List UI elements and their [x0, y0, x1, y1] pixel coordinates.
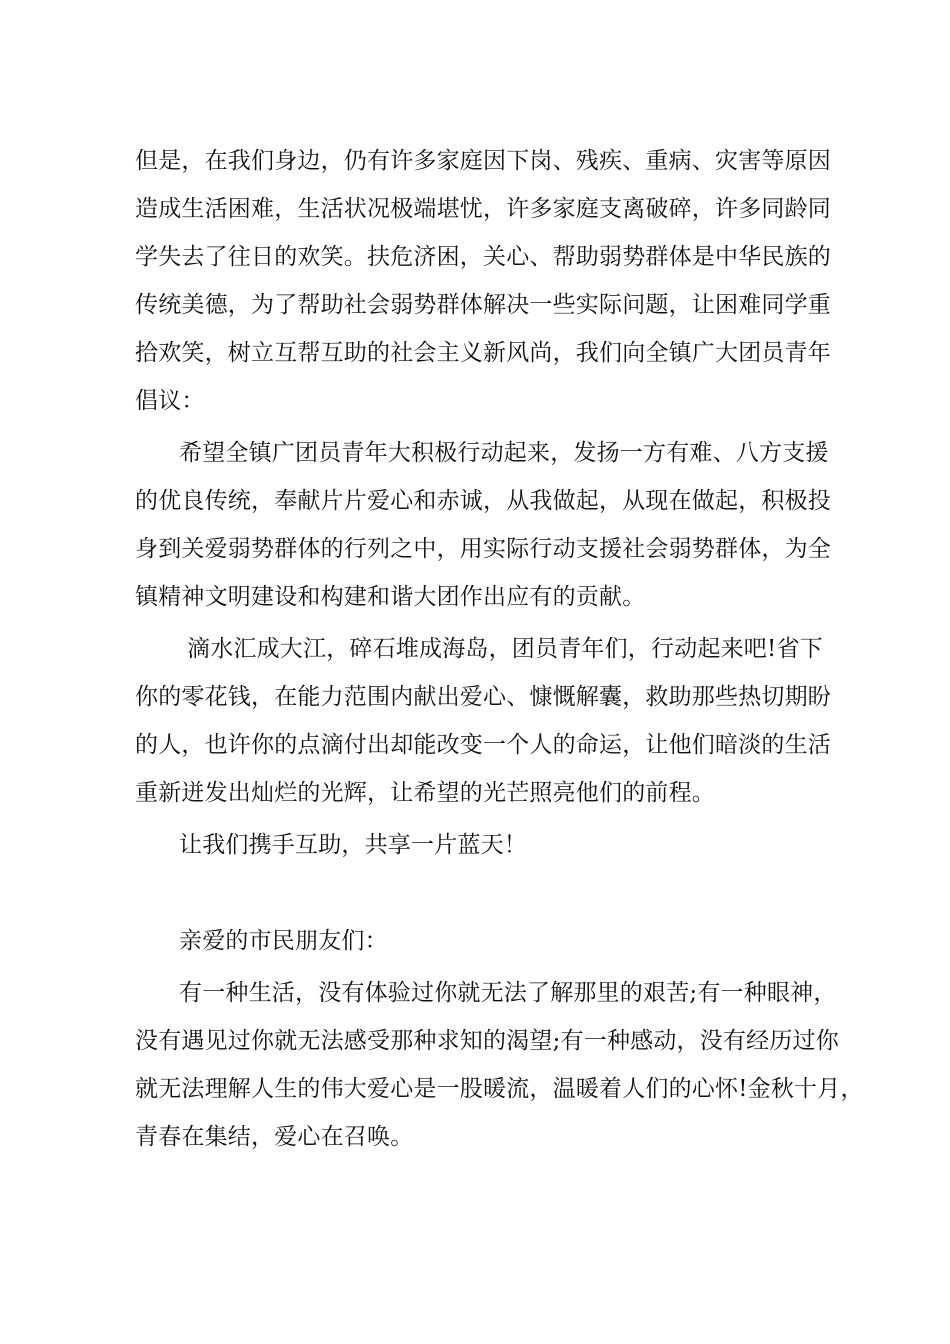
text-line: 有一种生活，没有体验过你就无法了解那里的艰苦;有一种眼神， [179, 980, 837, 1006]
text-line: 你的零花钱，在能力范围内献出爱心、慷慨解囊，救助那些热切期盼 [135, 684, 831, 710]
text-line: 重新迸发出灿烂的光辉，让希望的光芒照亮他们的前程。 [135, 780, 715, 806]
text-line: 造成生活困难，生活状况极端堪忧，许多家庭支离破碎，许多同龄同 [135, 196, 831, 222]
text-line: 希望全镇广团员青年大积极行动起来，发扬一方有难、八方支援 [179, 440, 829, 466]
text-line: 让我们携手互助，共享一片蓝天！ [179, 832, 527, 858]
text-line: 传统美德，为了帮助社会弱势群体解决一些实际问题，让困难同学重 [135, 292, 831, 318]
text-line: 身到关爱弱势群体的行列之中，用实际行动支援社会弱势群体，为全 [135, 536, 831, 562]
text-line: 镇精神文明建设和构建和谐大团作出应有的贡献。 [135, 584, 646, 610]
text-line: 学失去了往日的欢笑。扶危济困，关心、帮助弱势群体是中华民族的 [135, 244, 831, 270]
text-line: 拾欢笑，树立互帮互助的社会主义新风尚，我们向全镇广大团员青年 [135, 340, 831, 366]
text-line: 的人，也许你的点滴付出却能改变一个人的命运，让他们暗淡的生活 [135, 732, 831, 758]
text-line: 滴水汇成大江，碎石堆成海岛，团员青年们，行动起来吧!省下 [187, 636, 823, 662]
text-line: 的优良传统，奉献片片爱心和赤诚，从我做起，从现在做起，积极投 [135, 488, 831, 514]
text-line: 青春在集结，爱心在召唤。 [135, 1124, 414, 1150]
text-line: 倡议： [135, 388, 205, 414]
text-line: 亲爱的市民朋友们： [179, 928, 388, 954]
text-line: 没有遇见过你就无法感受那种求知的渴望;有一种感动，没有经历过你 [135, 1028, 839, 1054]
text-line: 就无法理解人生的伟大爱心是一股暖流，温暖着人们的心怀!金秋十月， [135, 1076, 864, 1102]
text-line: 但是，在我们身边，仍有许多家庭因下岗、残疾、重病、灾害等原因 [135, 148, 831, 174]
